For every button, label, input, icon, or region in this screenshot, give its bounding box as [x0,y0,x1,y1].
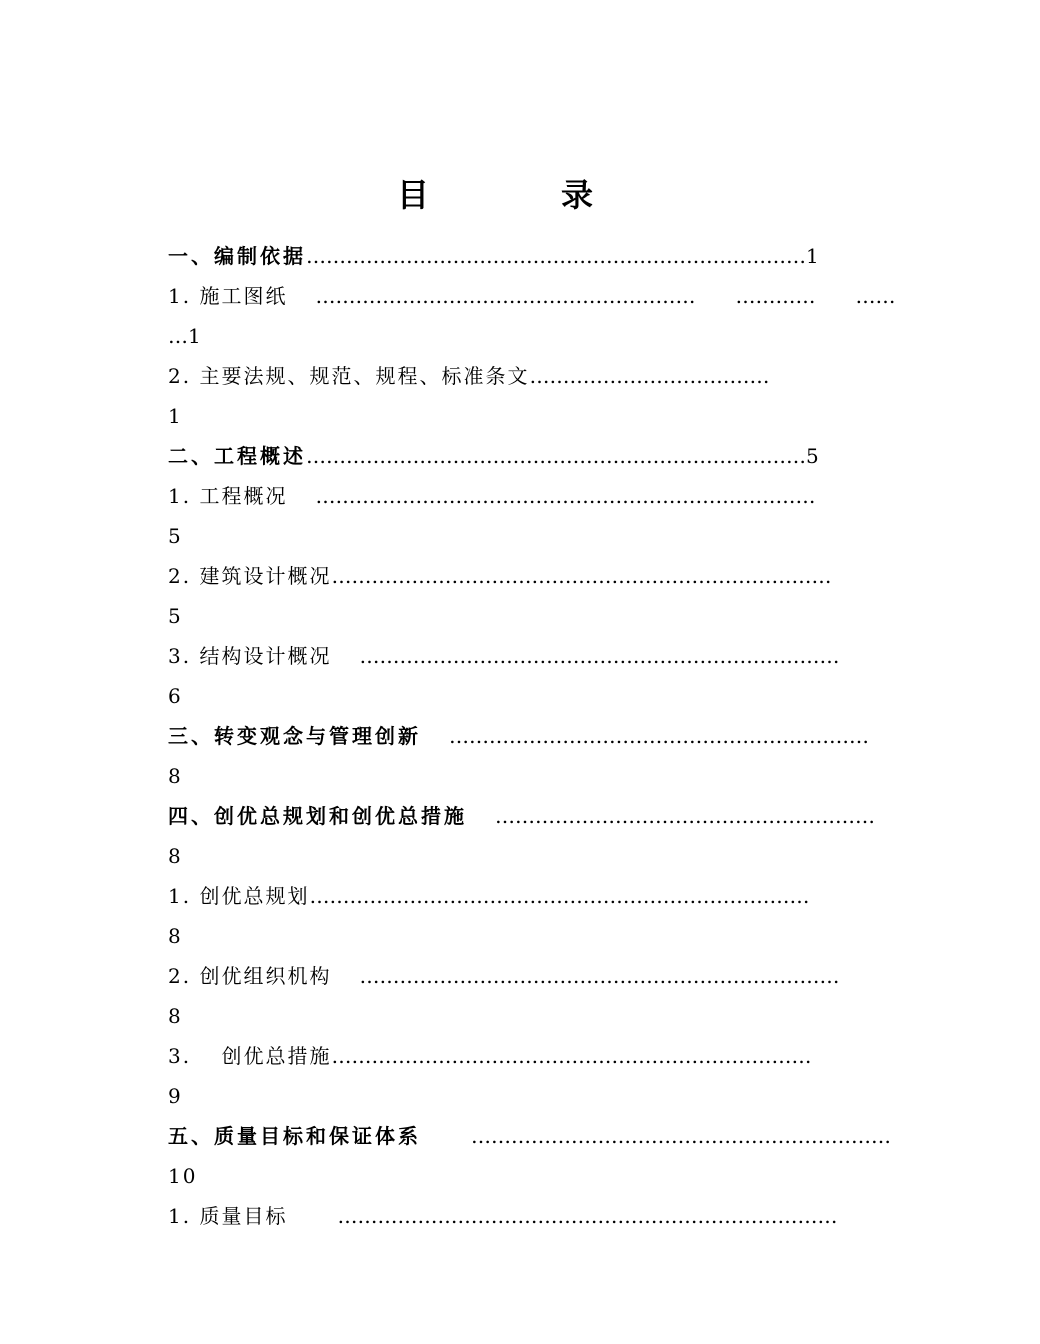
toc-entry-text: 1. 创优总规划 [168,884,310,908]
toc-line[interactable] [168,876,824,916]
toc-leader: ………………………………………………………………… [315,484,816,508]
toc-line[interactable] [168,956,840,996]
toc-page-number: 5 [168,524,183,548]
toc-leader: ……………………………………………………………… [359,964,840,988]
toc-entry-text: 2. 建筑设计概况 [168,564,332,588]
toc-page-number: 8 [168,844,183,868]
toc-line[interactable] [168,316,824,356]
toc-leader: ………………………………………………………………… [306,244,806,268]
toc-line[interactable] [168,636,840,676]
toc-entry-text: 3. 结构设计概况 [168,644,332,668]
toc-page-number: 8 [168,764,183,788]
toc-page-number: 8 [168,1004,183,1028]
toc-entry-text: 3. 创优总措施 [168,1044,332,1068]
toc-line[interactable] [168,1076,824,1116]
toc-leader: ………………………………………………………………… [309,884,810,908]
toc-page-number: 10 [168,1164,198,1188]
toc-page-number: 1 [806,244,819,268]
table-of-contents [168,236,896,1236]
toc-line[interactable] [168,596,824,636]
toc-line[interactable] [168,676,824,716]
toc-line[interactable] [168,236,824,276]
toc-line[interactable] [168,916,824,956]
toc-page-number: 9 [168,1084,183,1108]
toc-leader: ……………………………………………………… [449,724,869,748]
toc-entry-text: 一、编制依据 [168,244,306,268]
toc-leader: ……………………………………………………………… [331,1044,812,1068]
toc-line[interactable] [168,716,869,756]
toc-line[interactable] [168,796,875,836]
toc-line[interactable] [168,356,824,396]
toc-line[interactable] [168,516,824,556]
toc-line[interactable] [168,1036,824,1076]
toc-line[interactable] [168,1156,824,1196]
toc-leader: ………………………………………………… [495,804,875,828]
toc-page-number: 1 [168,404,183,428]
toc-page-number: 1 [188,324,203,348]
toc-leader: ………………………………………………………………… [306,444,806,468]
toc-page-number: 6 [168,684,183,708]
toc-leader: ………………………………………………… ………… …… [315,284,896,308]
toc-line[interactable] [168,396,824,436]
toc-line[interactable] [168,556,832,596]
toc-leader: … [168,324,188,348]
toc-entry-text: 四、创优总规划和创优总措施 [168,804,467,828]
toc-entry-text: 1. 施工图纸 [168,284,288,308]
toc-leader: ………………………………………………………………… [331,564,832,588]
toc-leader: ……………………………………………………… [471,1124,891,1148]
toc-entry-text: 1. 工程概况 [168,484,288,508]
toc-line[interactable] [168,436,824,476]
toc-line[interactable] [168,476,824,516]
toc-page-number: 5 [806,444,819,468]
toc-entry-text: 2. 创优组织机构 [168,964,332,988]
toc-entry-text: 三、转变观念与管理创新 [168,724,421,748]
toc-line[interactable] [168,1196,838,1236]
toc-line[interactable] [168,276,896,316]
toc-page-number: 5 [168,604,183,628]
toc-leader: ……………………………………………………………… [359,644,840,668]
toc-line[interactable] [168,756,824,796]
toc-page-number: 8 [168,924,183,948]
toc-entry-text: 五、质量目标和保证体系 [168,1124,421,1148]
toc-line[interactable] [168,996,824,1036]
toc-entry-text: 二、工程概述 [168,444,306,468]
toc-leader: ………………………………………………………………… [337,1204,838,1228]
toc-title: 目 录 [396,176,643,214]
toc-entry-text: 1. 质量目标 [168,1204,288,1228]
toc-line[interactable] [168,836,824,876]
toc-entry-text: 2. 主要法规、规范、规程、标准条文 [168,364,530,388]
toc-leader: ……………………………… [529,364,770,388]
toc-line[interactable] [168,1116,891,1156]
